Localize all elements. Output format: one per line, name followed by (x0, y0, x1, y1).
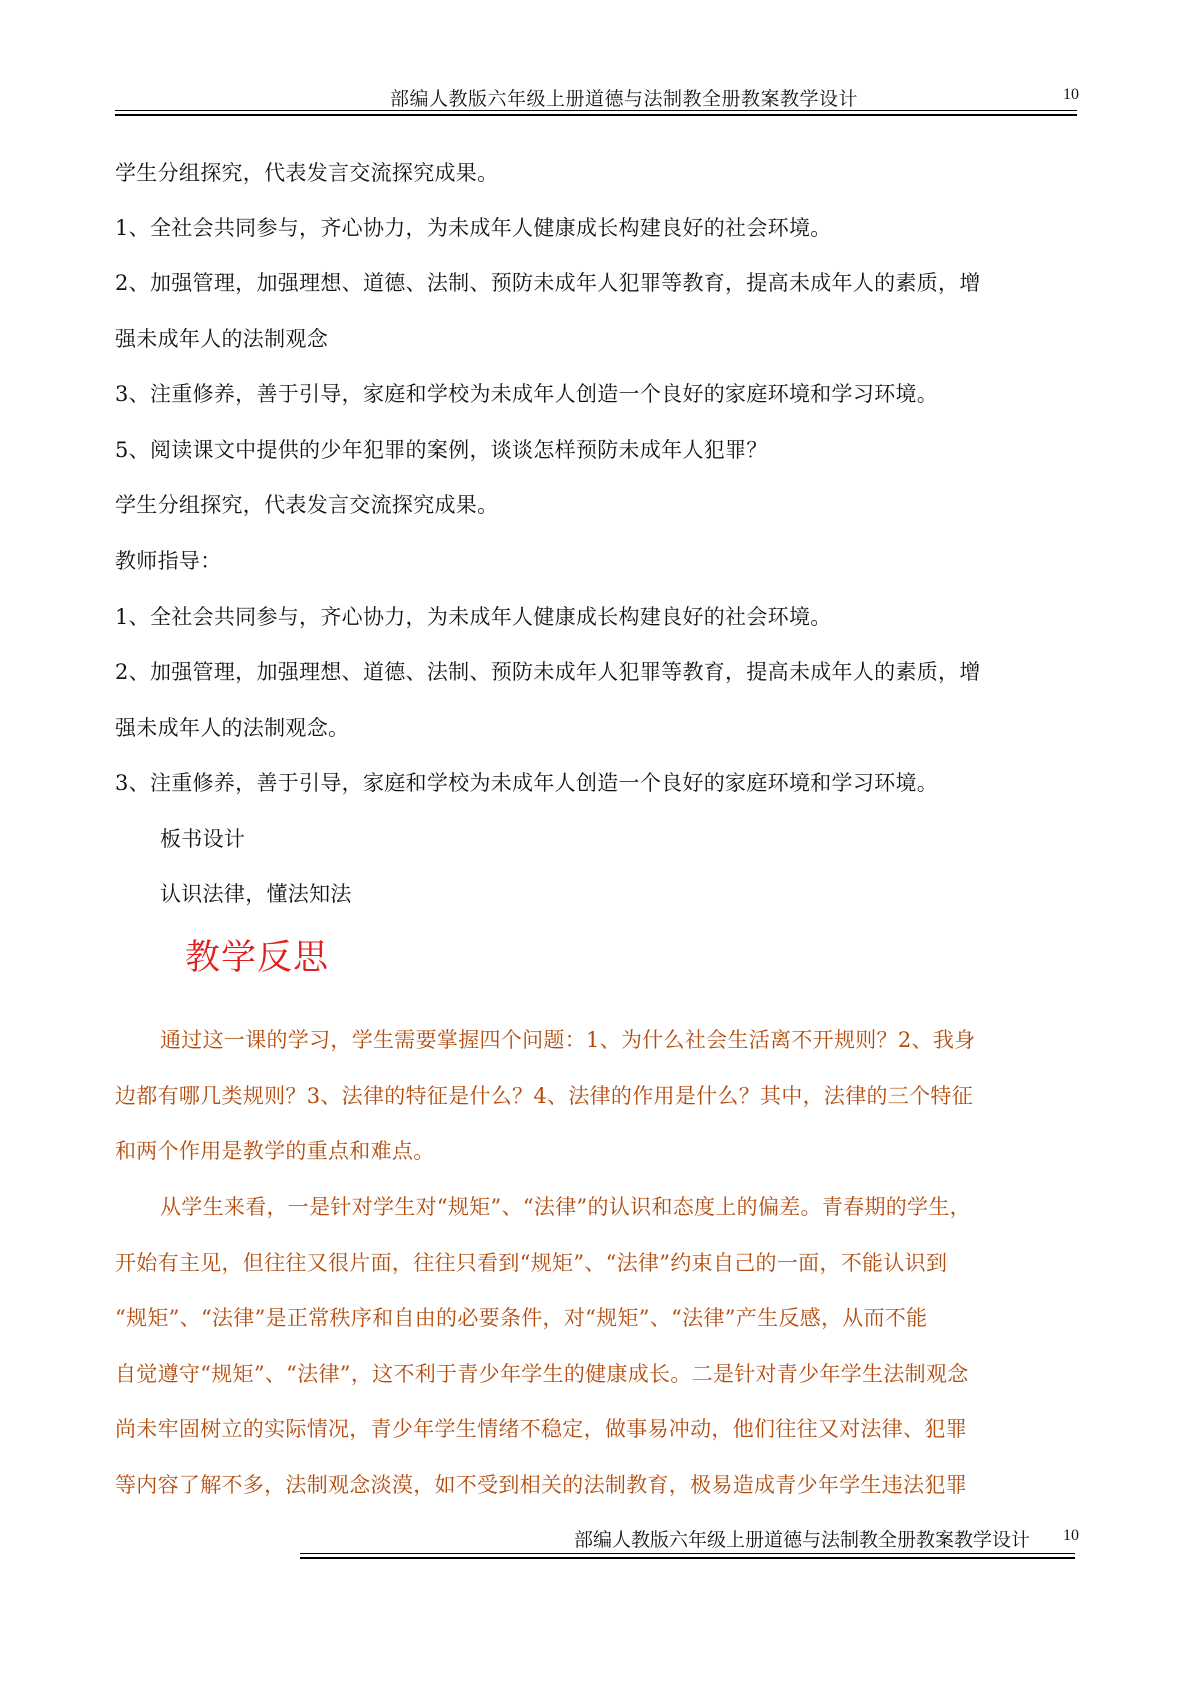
reflection-line: 从学生来看，一是针对学生对“规矩”、“法律”的认识和态度上的偏差。青春期的学生， (160, 1195, 971, 1219)
body-line: 学生分组探究，代表发言交流探究成果。 (115, 161, 499, 185)
reflection-line: 尚未牢固树立的实际情况，青少年学生情绪不稳定，做事易冲动，他们往往又对法律、犯罪 (115, 1417, 967, 1441)
reflection-line: 开始有主见，但往往又很片面，往往只看到“规矩”、“法律”约束自己的一面，不能认识到 (115, 1251, 948, 1275)
footer-rule (300, 1553, 1075, 1554)
board-design-label: 板书设计 (160, 827, 246, 851)
header-rule (115, 110, 1077, 111)
body-line: 1、全社会共同参与，齐心协力，为未成年人健康成长构建良好的社会环境。 (115, 216, 832, 240)
body-line: 2、加强管理，加强理想、道德、法制、预防未成年人犯罪等教育，提高未成年人的素质，增 (115, 271, 981, 295)
header-rule-thick (115, 114, 1077, 116)
reflection-line: “规矩”、“法律”是正常秩序和自由的必要条件，对“规矩”、“法律”产生反感，从而不能 (115, 1306, 928, 1330)
reflection-line: 自觉遵守“规矩”、“法律”，这不利于青少年学生的健康成长。二是针对青少年学生法制观念 (115, 1362, 969, 1386)
footer-rule-thick (300, 1557, 1075, 1559)
body-line: 1、全社会共同参与，齐心协力，为未成年人健康成长构建良好的社会环境。 (115, 605, 832, 629)
body-line: 教师指导： (115, 549, 222, 573)
body-line: 强未成年人的法制观念。 (115, 716, 350, 740)
body-line: 3、注重修养，善于引导，家庭和学校为未成年人创造一个良好的家庭环境和学习环境。 (115, 771, 939, 795)
reflection-line: 边都有哪几类规则？3、法律的特征是什么？4、法律的作用是什么？其中，法律的三个特征 (115, 1084, 974, 1108)
reflection-line: 通过这一课的学习，学生需要掌握四个问题：1、为什么社会生活离不开规则？2、我身 (160, 1028, 976, 1052)
body-line: 学生分组探究，代表发言交流探究成果。 (115, 493, 499, 517)
reflection-line: 等内容了解不多，法制观念淡漠，如不受到相关的法制教育，极易造成青少年学生违法犯罪 (115, 1473, 967, 1497)
header-title: 部编人教版六年级上册道德与法制教全册教案教学设计 (390, 88, 859, 110)
body-line: 5、阅读课文中提供的少年犯罪的案例，谈谈怎样预防未成年人犯罪？ (115, 438, 768, 462)
header-page-number: 10 (1063, 86, 1079, 103)
footer-page-number: 10 (1063, 1527, 1079, 1544)
reflection-title: 教学反思 (185, 938, 330, 978)
footer-title: 部编人教版六年级上册道德与法制教全册教案教学设计 (574, 1529, 1031, 1551)
body-line: 2、加强管理，加强理想、道德、法制、预防未成年人犯罪等教育，提高未成年人的素质，增 (115, 660, 981, 684)
body-line: 强未成年人的法制观念 (115, 327, 328, 351)
board-design-content: 认识法律，懂法知法 (160, 882, 352, 906)
reflection-line: 和两个作用是教学的重点和难点。 (115, 1139, 435, 1163)
body-line: 3、注重修养，善于引导，家庭和学校为未成年人创造一个良好的家庭环境和学习环境。 (115, 382, 939, 406)
